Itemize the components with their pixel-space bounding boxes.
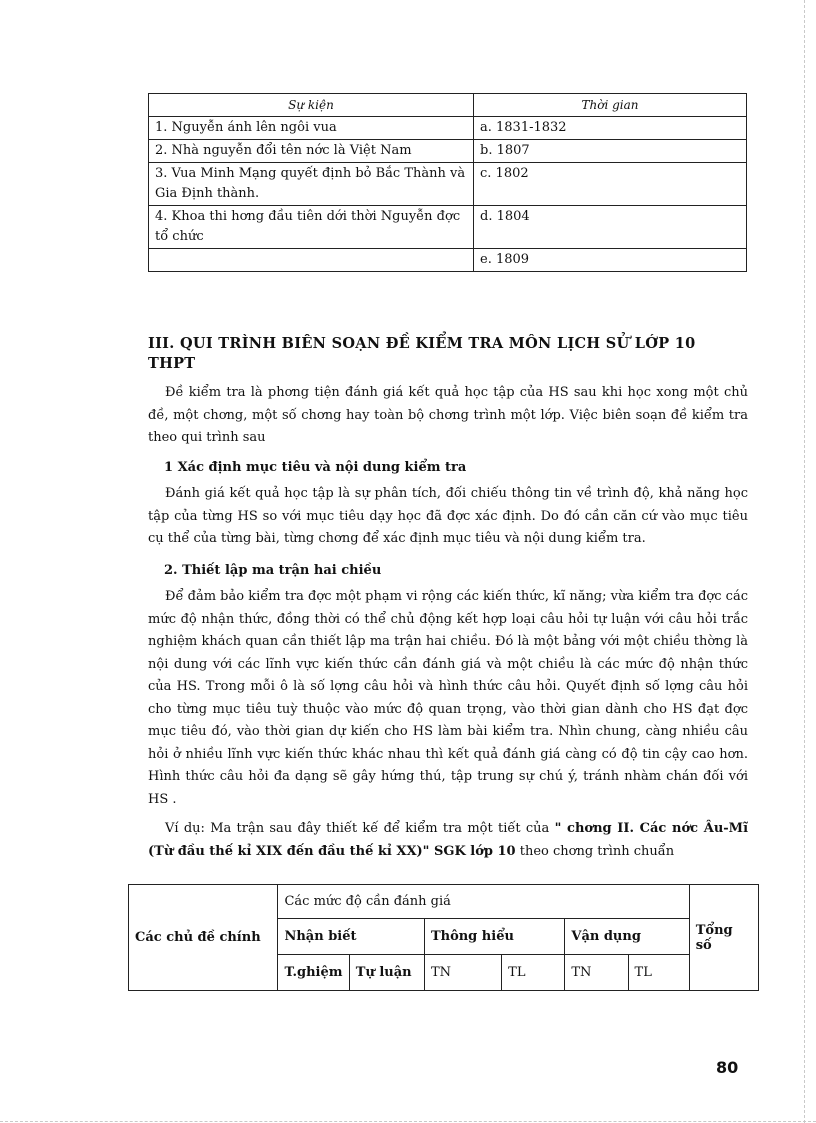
table-header-row: [149, 94, 747, 117]
table-row: [149, 249, 747, 272]
subsection-1-text: Đánh giá kết quả học tập là sự phân tích, đối chiếu thông tin về trình độ, khả năng học tập của từng HS so với mục tiêu dạy học đã đợc xác định. Do đó cần căn cứ vào mục tiêu cụ thể của từng bài, từng chơng để xác định mục tiêu và nội dung kiểm tra.: [148, 486, 748, 546]
topic-header: Các chủ đề chính: [129, 885, 278, 991]
time-cell: c. 1802: [474, 163, 747, 206]
example-paragraph: [148, 818, 748, 863]
table-row: [149, 163, 747, 206]
time-cell: d. 1804: [474, 206, 747, 249]
total-header: Tổng số: [689, 885, 758, 991]
intro-paragraph: Đề kiểm tra là phơng tiện đánh giá kết quả học tập của HS sau khi học xong một chủ đề, một chơng, một số chơng hay toàn bộ chơng trình một lớp. Việc biên soạn đề kiểm tra theo qui trình sau: [148, 385, 748, 445]
time-cell: a. 1831-1832: [474, 117, 747, 140]
page-edge-rule-bottom: [0, 1121, 816, 1122]
event-cell: 2. Nhà nguyễn đổi tên nớc là Việt Nam: [149, 140, 474, 163]
subheader-essay: Tự luận: [349, 955, 424, 991]
page-number: 80: [716, 1058, 739, 1077]
table-row: [149, 206, 747, 249]
event-cell: 1. Nguyễn ánh lên ngôi vua: [149, 117, 474, 140]
subheader-objective: T.ghiệm: [278, 955, 349, 991]
subheader-tl: TL: [502, 955, 565, 991]
subheader-tl: TL: [628, 955, 689, 991]
example-prefix: Ví dụ: Ma trận sau đây thiết kế để kiểm tra một tiết của: [165, 821, 555, 836]
page-edge-rule: [804, 0, 805, 1123]
subsection-1-title: 1 Xác định mục tiêu và nội dung kiểm tra: [164, 460, 467, 475]
subheader-tn: TN: [424, 955, 501, 991]
events-matching-table: [148, 93, 747, 272]
example-chapter-title: " chơng II. Các nớc Âu-Mĩ (Từ đầu thế kỉ XIX đến đầu thế kỉ XX)" SGK lớp 10: [148, 821, 749, 859]
time-cell: e. 1809: [474, 249, 747, 272]
matrix-header-row: [129, 885, 759, 919]
event-cell: 3. Vua Minh Mạng quyết định bỏ Bắc Thành và Gia Định thành.: [149, 163, 474, 206]
level-understand: Thông hiểu: [424, 919, 564, 955]
table-row: [149, 140, 747, 163]
section-heading: III. QUI TRÌNH BIÊN SOẠN ĐỀ KIỂM TRA MÔN LỊCH SỬ LỚP 10 THPT: [148, 335, 696, 372]
table-row: [149, 117, 747, 140]
level-recognize: Nhận biết: [278, 919, 424, 955]
event-cell: 4. Khoa thi hơng đầu tiên dới thời Nguyễn đợc tổ chức: [149, 206, 474, 249]
example-suffix: theo chơng trình chuẩn: [515, 843, 675, 859]
time-cell: b. 1807: [474, 140, 747, 163]
header-event: Sự kiện: [149, 94, 474, 117]
subheader-tn: TN: [565, 955, 628, 991]
subsection-2-title: 2. Thiết lập ma trận hai chiều: [164, 563, 382, 578]
subsection-2-text: Để đảm bảo kiểm tra đợc một phạm vi rộng các kiến thức, kĩ năng; vừa kiểm tra đợc các mức độ nhận thức, đồng thời có thể chủ động kết hợp loại câu hỏi tự luận với câu hỏi trắc nghiệm khách quan cần thiết lập ma trận hai chiều. Đó là một bảng với một chiều thờng là nội dung với các lĩnh vực kiến thức cần đánh giá và một chiều là các mức độ nhận thức của HS. Trong mỗi ô là số lợng câu hỏi và hình thức câu hỏi. Quyết định số lợng câu hỏi cho từng mục tiêu tuỳ thuộc vào mức độ quan trọng, vào thời gian dành cho HS đạt đợc mục tiêu đó, vào thời gian dự kiến cho HS làm bài kiểm tra. Nhìn chung, càng nhiều câu hỏi ở nhiều lĩnh vực kiến thức khác nhau thì kết quả đánh giá càng có độ tin cậy cao hơn. Hình thức câu hỏi đa dạng sẽ gây hứng thú, tập trung sự chú ý, tránh nhàm chán đối với HS .: [148, 589, 748, 807]
header-time: Thời gian: [474, 94, 747, 117]
assessment-matrix-table: [128, 884, 759, 991]
levels-header: Các mức độ cần đánh giá: [278, 885, 689, 919]
level-apply: Vận dụng: [565, 919, 689, 955]
event-cell: [149, 249, 474, 272]
